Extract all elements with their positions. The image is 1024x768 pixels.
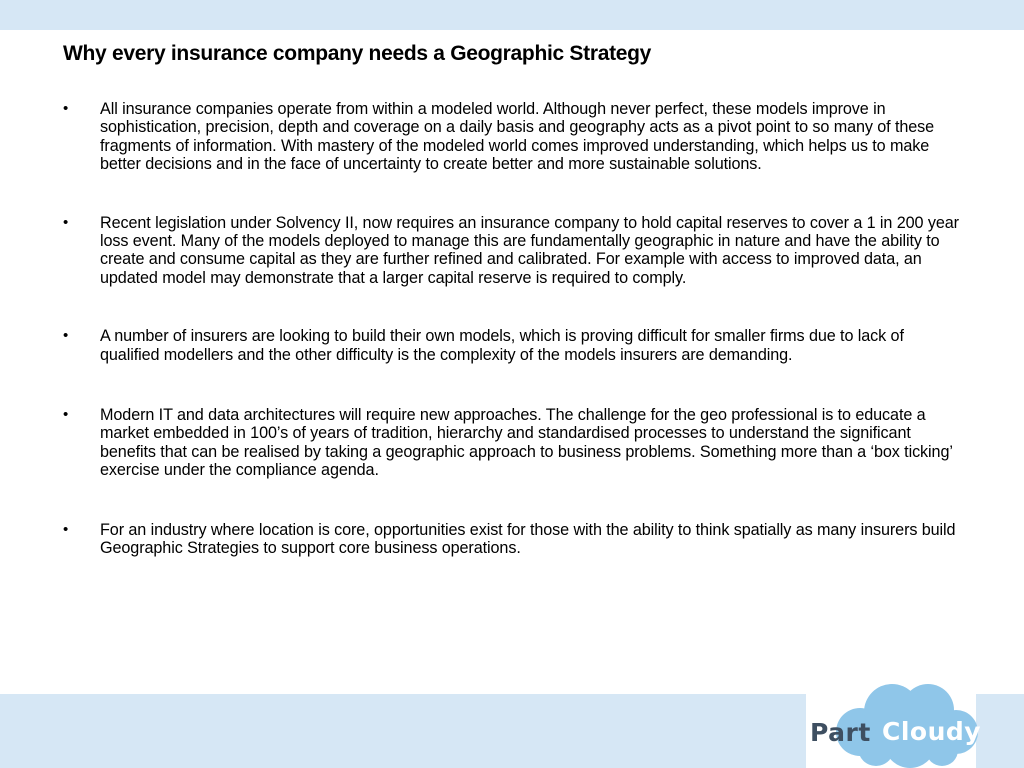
bullet-list: [63, 100, 963, 558]
bullet-text: For an industry where location is core, opportunities exist for those with the ability to think spatially as many insurers build Geographic Strategies to support core business operations.: [100, 520, 956, 558]
bullet-text: Recent legislation under Solvency II, now requires an insurance company to hold capital reserves to cover a 1 in 200 year loss event. Many of the models deployed to manage this are fundamentally geographic in nature and have the ability to create and consume capital as they are further refined and calibrated. For example with access to improved data, an updated model may demonstrate that a larger capital reserve is required to comply.: [100, 213, 959, 287]
bullet-text: A number of insurers are looking to build their own models, which is proving difficult for smaller firms due to lack of qualified modellers and the other difficulty is the complexity of the models insurers are demanding.: [100, 327, 904, 364]
bullet-text: Modern IT and data architectures will require new approaches. The challenge for the geo professional is to educate a market embedded in 100’s of years of tradition, hierarchy and standardised processes to understand the significant benefits that can be realised by taking a geographic approach to business problems. Something more than a ‘box ticking’ exercise under the compliance agenda.: [100, 406, 953, 480]
bullet-marker: •: [63, 520, 69, 538]
bullet-item: [63, 406, 963, 480]
bullet-marker: •: [63, 213, 69, 231]
bullet-item: [63, 100, 963, 174]
logo-word-cloudy: Cloudy: [882, 717, 982, 746]
logo-word-part: Part: [810, 718, 871, 747]
slide-title: Why every insurance company needs a Geographic Strategy: [63, 42, 652, 65]
bullet-text: All insurance companies operate from within a modeled world. Although never perfect, these models improve in sophistication, precision, depth and coverage on a daily basis and geography acts as a pivot point to so many of these fragments of information. With mastery of the modeled world comes improved understanding, which helps us to make better decisions and in the face of uncertainty to create better and more sustainable solutions.: [100, 100, 935, 174]
bullet-item: [63, 521, 963, 558]
bullet-item: [63, 214, 963, 288]
bullet-marker: •: [63, 100, 69, 117]
header-band: [0, 0, 1024, 30]
bullet-marker: •: [63, 406, 69, 424]
bullet-marker: •: [63, 327, 69, 345]
bullet-item: [63, 327, 963, 364]
